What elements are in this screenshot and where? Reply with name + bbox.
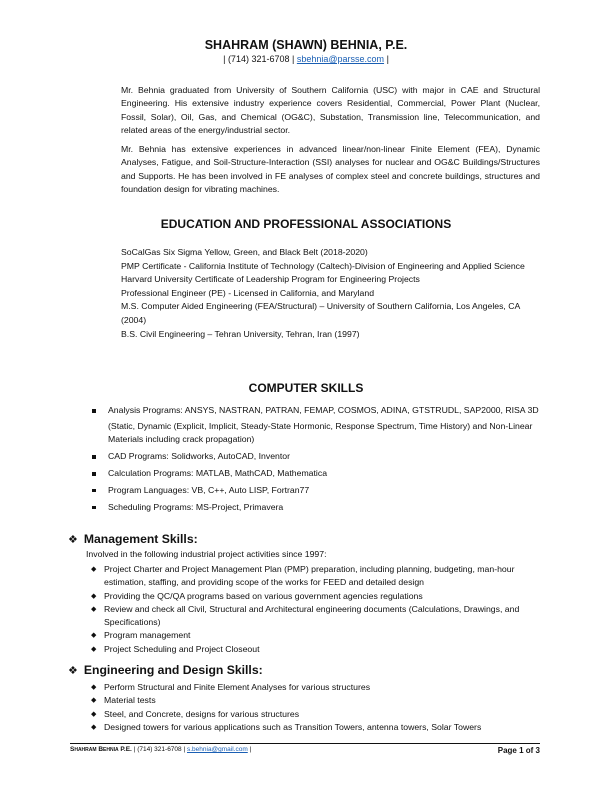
footer-divider (70, 743, 540, 744)
bullet-icon: ◆ (91, 592, 97, 600)
analysis-note: (Static, Dynamic (Explicit, Implicit, Steady-State Hormonic, Response Spectrum, Time History) and Non-Linear Materials including crack propagation) (108, 421, 533, 445)
bullet-icon: ◆ (91, 605, 97, 613)
square-bullet-icon (92, 455, 96, 459)
management-item: ◆ Providing the QC/QA programs based on various government agencies regulations (91, 590, 551, 603)
footer-email-link[interactable]: s.behnia@gmail.com (186, 746, 248, 753)
phone: (714) 321-6708 (227, 54, 290, 64)
education-item: PMP Certificate - California Institute of Technology (Caltech)-Division of Engineering and Applied Science (121, 260, 525, 271)
education-item: B.S. Civil Engineering – Tehran University, Tehran, Iran (1997) (121, 328, 360, 339)
engineering-item: ◆ Material tests (91, 694, 551, 707)
management-list (91, 563, 551, 656)
summary-paragraph: Mr. Behnia has extensive experiences in advanced linear/non-linear Finite Element (FEA), Dynamic Analyses, Fatigue, and Soil-Structure-Interaction (SSI) analyses for nuclear and OG&C Buildings/Structures and Supports. He has been involved in FE analyses of complex steel and concrete buildings, structures and foundation design for vibrating machines. (121, 144, 540, 195)
bullet-icon: ◆ (91, 645, 97, 653)
education-item: SoCalGas Six Sigma Yellow, Green, and Black Belt (2018-2020) (121, 247, 368, 257)
management-item: ◆ Project Scheduling and Project Closeout (91, 643, 551, 656)
education-item: M.S. Computer Aided Engineering (FEA/Structural) – University of Southern California, Los Angeles, CA (2004) (121, 301, 520, 325)
education-list (121, 246, 541, 341)
engineering-list (91, 681, 551, 734)
square-bullet-icon (92, 506, 96, 510)
skill-item: CAD Programs: Solidworks, AutoCAD, Inventor (92, 450, 562, 463)
skill-item: Analysis Programs: ANSYS, NASTRAN, PATRAN, FEMAP, COSMOS, ADINA, GTSTRUDL, SAP2000, RISA 3D (Static, Dynamic (Explicit, Implicit, Steady-State Hormonic, Response Spectrum, Time History) and Non-Linear Materials including crack propagation) (92, 404, 562, 447)
management-item: ◆ Project Charter and Project Management Plan (PMP) preparation, including planning, budgeting, man-hour estimation, staffing, and providing scope of the works for FEED and detailed design (91, 564, 515, 588)
separator: | (223, 54, 226, 64)
bullet-icon: ◆ (91, 566, 97, 573)
engineering-item: ◆ Designed towers for various applications such as Transition Towers, antenna towers, Solar Towers (91, 721, 551, 734)
square-bullet-icon (92, 472, 96, 476)
management-intro: Involved in the following industrial project activities since 1997: (86, 549, 327, 559)
email-link[interactable]: sbehnia@parsse.com (296, 54, 385, 64)
resume-name: SHAHRAM (SHAWN) BEHNIA, P.E. (204, 38, 408, 52)
summary-paragraph: Mr. Behnia graduated from University of Southern California (USC) with major in CAE and Structural Engineering. His extensive industry experience covers Residential, Commercial, Power Plant (Nuclear, Fossil, Solar), Oil, Gas, and Chemical (OG&C), Substation, Transmission line, Telecommunication, and related areas of the energy/industrial sector. (121, 85, 540, 136)
separator: | (386, 54, 389, 64)
bullet-icon: ◆ (91, 684, 97, 691)
footer-name: Shahram Behnia P.E. (70, 746, 132, 753)
skill-item: Calculation Programs: MATLAB, MathCAD, Mathematica (92, 467, 562, 480)
engineering-heading: ❖ Engineering and Design Skills: (68, 663, 263, 677)
education-item: Professional Engineer (PE) - Licensed in California, and Maryland (121, 287, 375, 298)
engineering-item: ◆ Perform Structural and Finite Element Analyses for various structures (91, 681, 551, 694)
bullet-icon: ◆ (91, 723, 97, 731)
engineering-item: ◆ Steel, and Concrete, designs for various structures (91, 708, 551, 721)
bullet-icon: ◆ (91, 710, 97, 718)
contact-line (0, 54, 612, 64)
management-item: ◆ Program management (91, 629, 551, 642)
computer-skills-heading: COMPUTER SKILLS (248, 381, 364, 395)
skill-item: Scheduling Programs: MS-Project, Primavera (92, 501, 562, 514)
page-number: Page 1 of 3 (497, 746, 540, 755)
management-item: ◆ Review and check all Civil, Structural and Architectural engineering documents (Calculations, Drawings, and Specifications) (91, 603, 520, 628)
page-footer: Shahram Behnia P.E. | (714) 321-6708 | s.behnia@gmail.com | Page 1 of 3 (70, 746, 540, 755)
education-item: Harvard University Certificate of Leadership Program for Engineering Projects (121, 274, 420, 285)
management-heading: ❖ Management Skills: (68, 532, 198, 546)
computer-skills-list (92, 404, 562, 517)
square-bullet-icon (92, 489, 96, 493)
diamond-bullet-icon: ❖ (68, 533, 78, 546)
diamond-bullet-icon: ❖ (68, 664, 78, 677)
separator: | (292, 54, 295, 64)
bullet-icon: ◆ (91, 697, 97, 705)
square-bullet-icon (92, 409, 96, 413)
skill-item: Program Languages: VB, C++, Auto LISP, Fortran77 (92, 484, 562, 497)
footer-phone: (714) 321-6708 (137, 746, 182, 753)
education-heading: EDUCATION AND PROFESSIONAL ASSOCIATIONS (160, 217, 452, 231)
bullet-icon: ◆ (91, 632, 97, 640)
